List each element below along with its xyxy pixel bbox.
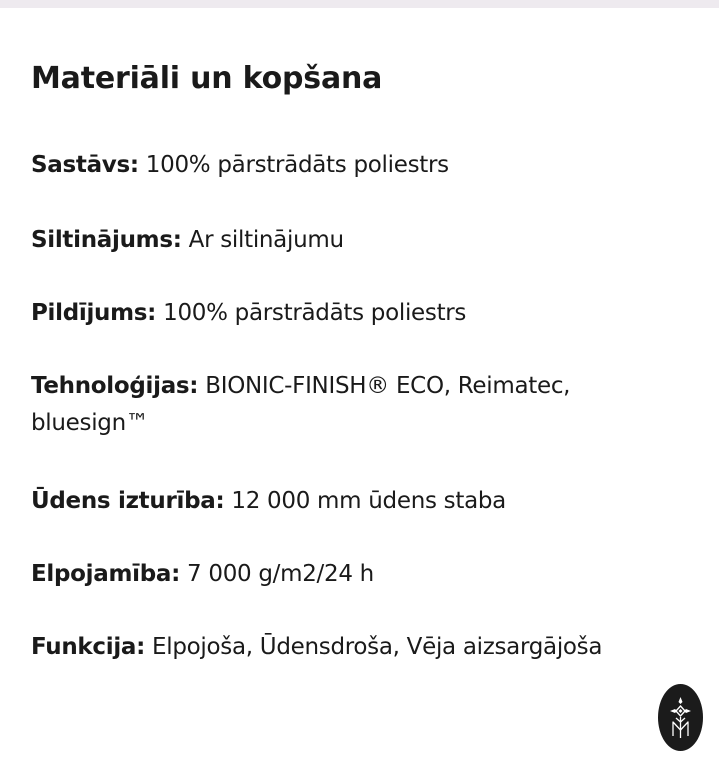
spec-filling bbox=[31, 295, 691, 332]
spec-label: Funkcija: bbox=[31, 634, 146, 660]
spec-technologies bbox=[31, 368, 691, 442]
chat-fab-button[interactable] bbox=[658, 684, 703, 751]
brand-emblem-icon bbox=[658, 684, 703, 751]
spec-water-resistance bbox=[31, 483, 691, 520]
spec-value: 12 000 mm ūdens staba bbox=[224, 488, 506, 514]
spec-label: Siltinājums: bbox=[31, 227, 182, 253]
spec-composition bbox=[31, 147, 691, 184]
spec-breathability bbox=[31, 556, 691, 593]
top-strip bbox=[0, 0, 719, 8]
spec-value: 100% pārstrādāts poliestrs bbox=[138, 152, 449, 178]
spec-value: 7 000 g/m2/24 h bbox=[180, 561, 374, 587]
spec-insulation bbox=[31, 222, 691, 259]
spec-value: 100% pārstrādāts poliestrs bbox=[156, 300, 467, 326]
spec-value: BIONIC-FINISH® ECO, Reimatec, bluesign™ bbox=[31, 373, 571, 436]
spec-label: Ūdens izturība: bbox=[31, 488, 225, 514]
section-title: Materiāli un kopšana bbox=[31, 61, 383, 96]
spec-function bbox=[31, 629, 691, 666]
materials-care-section bbox=[31, 58, 691, 660]
spec-label: Sastāvs: bbox=[31, 152, 139, 178]
spec-label: Tehnoloģijas: bbox=[31, 373, 199, 399]
spec-value: Elpojoša, Ūdensdroša, Vēja aizsargājoša bbox=[145, 634, 603, 660]
spec-value: Ar siltinājumu bbox=[181, 227, 344, 253]
spec-label: Pildījums: bbox=[31, 300, 157, 326]
spec-label: Elpojamība: bbox=[31, 561, 180, 587]
